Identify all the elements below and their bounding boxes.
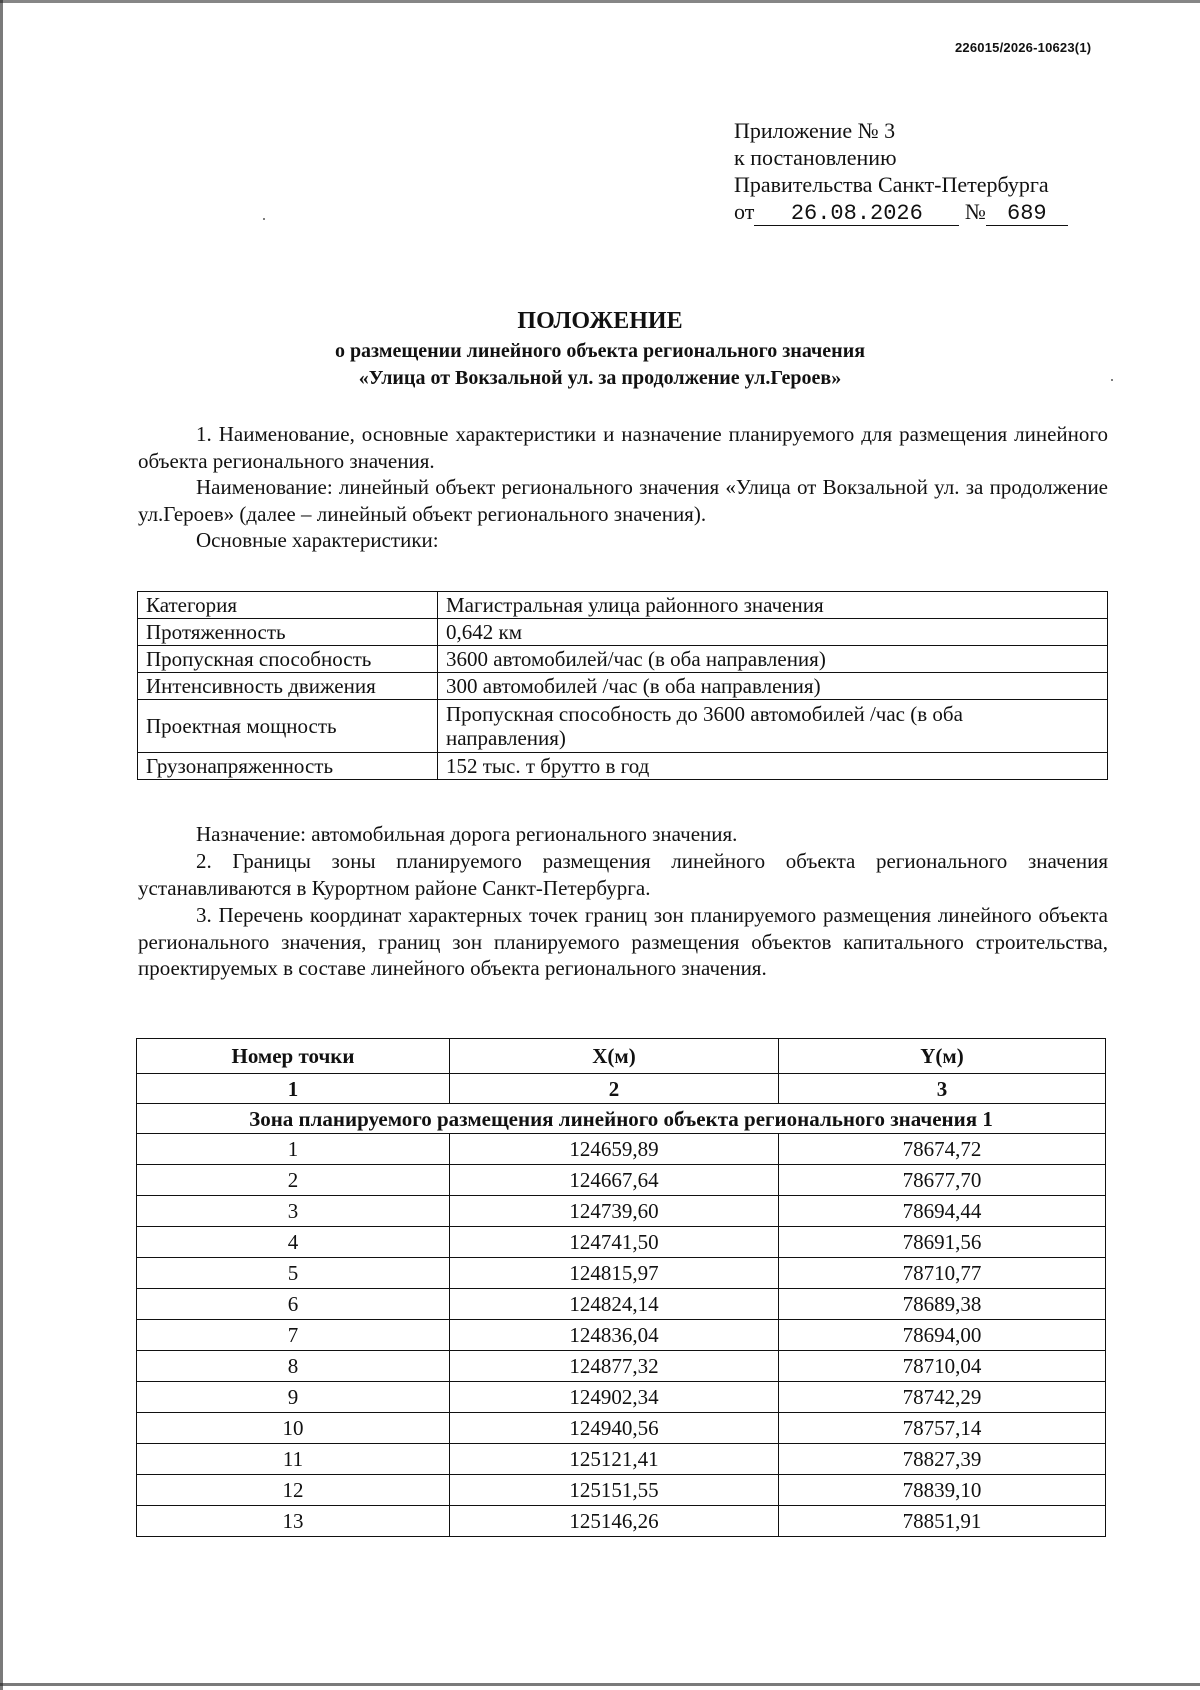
column-number-row [137,1074,1106,1104]
y-coordinate-cell: 78689,38 [779,1289,1106,1320]
x-coordinate-cell: 124824,14 [450,1289,779,1320]
column-header-x: X(м) [450,1039,779,1074]
point-number-cell: 4 [137,1227,450,1258]
characteristics-table [137,591,1108,780]
table-row [138,592,1108,619]
point-number-cell: 3 [137,1196,450,1227]
column-number: 3 [779,1074,1106,1104]
table-header-row [137,1039,1106,1074]
x-coordinate-cell: 124659,89 [450,1134,779,1165]
x-coordinate-cell: 124815,97 [450,1258,779,1289]
char-value: 3600 автомобилей/час (в оба направления) [438,646,1108,673]
table-row [137,1351,1106,1382]
char-key: Грузонапряженность [138,753,438,780]
annex-line-2: к постановлению [734,145,897,170]
char-value: Пропускная способность до 3600 автомобилей /час (в оба направления) [438,700,1108,753]
annex-line-1: Приложение № 3 [734,118,896,143]
char-value: 152 тыс. т брутто в год [438,753,1108,780]
annex-date-line [734,198,1068,226]
table-row [137,1506,1106,1537]
point-number-cell: 6 [137,1289,450,1320]
zone-title: Зона планируемого размещения линейного объекта регионального значения 1 [137,1104,1106,1134]
char-key: Протяженность [138,619,438,646]
point-number-cell: 1 [137,1134,450,1165]
scan-edge-top [0,0,1200,3]
x-coordinate-cell: 124667,64 [450,1165,779,1196]
date-prefix: от [734,199,755,224]
point-number-cell: 8 [137,1351,450,1382]
char-value: 0,642 км [438,619,1108,646]
point-number-cell: 2 [137,1165,450,1196]
table-row [137,1475,1106,1506]
y-coordinate-cell: 78694,00 [779,1320,1106,1351]
x-coordinate-cell: 124902,34 [450,1382,779,1413]
y-coordinate-cell: 78851,91 [779,1506,1106,1537]
x-coordinate-cell: 124940,56 [450,1413,779,1444]
x-coordinate-cell: 125146,26 [450,1506,779,1537]
paragraph-3: 3. Перечень координат характерных точек границ зон планируемого размещения линейного объекта регионального значения, границ зон планируемого размещения объектов капитального строительства, проектируемых в составе линейного объекта регионального значения. [138,903,1108,980]
table-row [137,1196,1106,1227]
decree-date: 26.08.2026 [754,203,959,226]
point-number-cell: 11 [137,1444,450,1475]
paragraph-purpose: Назначение: автомобильная дорога регионального значения. [196,822,738,846]
table-row [137,1444,1106,1475]
column-number: 2 [450,1074,779,1104]
point-number-cell: 12 [137,1475,450,1506]
table-row [138,700,1108,753]
y-coordinate-cell: 78710,04 [779,1351,1106,1382]
paragraph-characteristics: Основные характеристики: [196,528,439,552]
table-row [138,673,1108,700]
table-row [138,753,1108,780]
zone-row [137,1104,1106,1134]
x-coordinate-cell: 125121,41 [450,1444,779,1475]
char-key: Категория [138,592,438,619]
table-row [137,1134,1106,1165]
char-value: Магистральная улица районного значения [438,592,1108,619]
annex-line-3: Правительства Санкт-Петербурга [734,172,1049,197]
y-coordinate-cell: 78694,44 [779,1196,1106,1227]
char-key: Проектная мощность [138,700,438,753]
y-coordinate-cell: 78839,10 [779,1475,1106,1506]
paragraph-name: Наименование: линейный объект регионального значения «Улица от Вокзальной ул. за продолжение ул.Героев» (далее – линейный объект регионального значения). [138,475,1108,526]
y-coordinate-cell: 78691,56 [779,1227,1106,1258]
table-row [137,1258,1106,1289]
point-number-cell: 13 [137,1506,450,1537]
y-coordinate-cell: 78677,70 [779,1165,1106,1196]
y-coordinate-cell: 78710,77 [779,1258,1106,1289]
x-coordinate-cell: 124877,32 [450,1351,779,1382]
point-number-cell: 9 [137,1382,450,1413]
table-row [137,1289,1106,1320]
point-number-cell: 7 [137,1320,450,1351]
x-coordinate-cell: 124836,04 [450,1320,779,1351]
decree-number: 689 [986,203,1068,226]
point-number-cell: 10 [137,1413,450,1444]
point-number-cell: 5 [137,1258,450,1289]
paragraph-2: 2. Границы зоны планируемого размещения линейного объекта регионального значения устанавливаются в Курортном районе Санкт-Петербурга. [138,849,1108,900]
x-coordinate-cell: 124739,60 [450,1196,779,1227]
annex-block [734,117,1068,226]
table-row [137,1382,1106,1413]
column-header-point: Номер точки [137,1039,450,1074]
column-header-y: Y(м) [779,1039,1106,1074]
document-subtitle-1: о размещении линейного объекта регионального значения [334,340,866,362]
table-row [138,619,1108,646]
coordinates-table [136,1038,1106,1537]
document-number: 226015/2026-10623(1) [955,40,1092,55]
table-row [137,1320,1106,1351]
y-coordinate-cell: 78674,72 [779,1134,1106,1165]
scan-edge-left [0,0,3,1690]
table-row [137,1227,1106,1258]
paragraph-1: 1. Наименование, основные характеристики и назначение планируемого для размещения линейного объекта регионального значения. [138,422,1108,473]
y-coordinate-cell: 78827,39 [779,1444,1106,1475]
number-prefix: № [964,199,986,224]
table-row [138,646,1108,673]
x-coordinate-cell: 125151,55 [450,1475,779,1506]
y-coordinate-cell: 78742,29 [779,1382,1106,1413]
scan-speck [263,218,265,220]
char-value: 300 автомобилей /час (в оба направления) [438,673,1108,700]
document-title: ПОЛОЖЕНИЕ [517,308,683,334]
document-subtitle-2: «Улица от Вокзальной ул. за продолжение ул.Героев» [358,367,842,389]
char-key: Пропускная способность [138,646,438,673]
table-row [137,1165,1106,1196]
table-row [137,1413,1106,1444]
scan-edge-bottom [0,1683,1200,1686]
column-number: 1 [137,1074,450,1104]
x-coordinate-cell: 124741,50 [450,1227,779,1258]
char-key: Интенсивность движения [138,673,438,700]
y-coordinate-cell: 78757,14 [779,1413,1106,1444]
